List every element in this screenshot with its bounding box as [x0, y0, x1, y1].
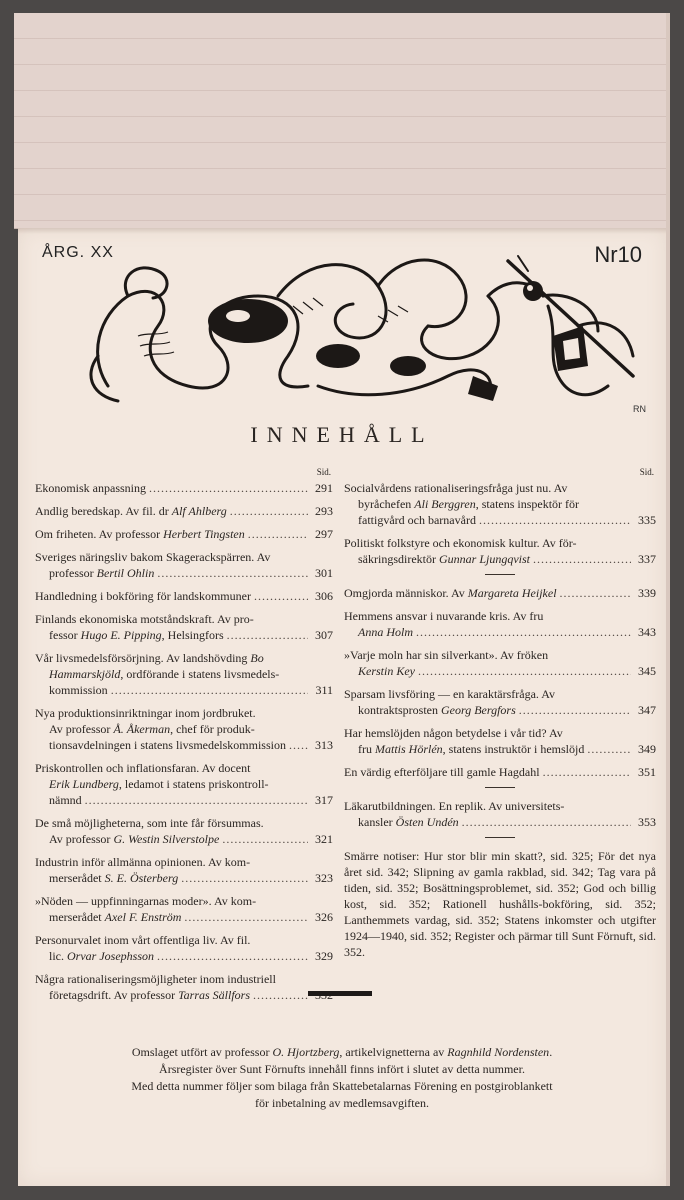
page-number: 307 [315, 628, 333, 642]
toc-entry [35, 480, 333, 496]
entry-text: fattigvård och barnavård [358, 513, 476, 527]
toc-line [35, 893, 333, 909]
short-rule [485, 787, 515, 788]
toc-title [49, 948, 154, 964]
entry-text: Priskontrollen och inflationsfaran. Av docent [35, 761, 251, 775]
entry-text: En värdig efterföljare till gamle Hagdahl [344, 765, 540, 779]
entry-text: Industrin inför allmänna opinionen. Av kom- [35, 855, 251, 869]
entry-text: Politiskt folkstyre och ekonomisk kultur. Av för- [344, 536, 577, 550]
entry-text: kontraktsprosten [358, 703, 441, 717]
entry-text: , statens inspektör för [475, 497, 580, 511]
dot-leader [418, 663, 631, 679]
toc-title [358, 741, 584, 757]
toc-title [358, 512, 476, 528]
toc-title [49, 565, 154, 581]
credit-text: Omslaget utfört av professor [131, 1045, 273, 1059]
toc-line [344, 551, 656, 567]
toc-line [35, 792, 333, 808]
page-number: 321 [315, 832, 333, 846]
toc-line [35, 480, 333, 496]
volume-label: ÅRG. XX [42, 244, 114, 261]
page-number: 326 [315, 910, 333, 924]
toc-title [49, 987, 250, 1003]
toc-title [35, 611, 254, 627]
dot-leader [85, 792, 308, 808]
author-name: Å. Åkerman [113, 722, 171, 736]
toc-entry [35, 760, 333, 808]
short-rule [485, 837, 515, 838]
dot-leader [533, 551, 631, 567]
toc-line [344, 608, 656, 624]
toc-entry [344, 480, 656, 528]
toc-title [35, 503, 227, 519]
page-edge [666, 13, 670, 1186]
dot-leader [560, 585, 631, 601]
dot-leader [248, 526, 308, 542]
vignette-artist: Ragnhild Nordensten [447, 1045, 550, 1059]
toc-line [35, 627, 333, 643]
toc-line [35, 948, 333, 964]
toc-entry [344, 764, 656, 780]
toc-line [35, 705, 333, 721]
smaller-notices [344, 848, 656, 960]
entry-text: tionsavdelningen i statens livsmedelskommission [49, 738, 286, 752]
toc-title [344, 535, 577, 551]
toc-line [35, 666, 333, 682]
page-number: 353 [638, 815, 656, 829]
entry-text: merserådet [49, 871, 105, 885]
entry-text: Nya produktionsinriktningar inom jordbruket. [35, 706, 256, 720]
entry-text: , chef för produk- [170, 722, 255, 736]
author-name: Axel F. Enström [104, 910, 182, 924]
toc-entry [344, 725, 656, 757]
dot-leader [543, 764, 631, 780]
toc-title [49, 831, 219, 847]
author-name: Mattis Hörlén [375, 742, 443, 756]
toc-line [344, 764, 656, 780]
footer-notes [38, 1044, 646, 1112]
toc-line [35, 650, 333, 666]
dot-leader [227, 627, 308, 643]
page-number: 345 [638, 664, 656, 678]
entry-text: Omgjorda människor. Av [344, 586, 468, 600]
page-number: 317 [315, 793, 333, 807]
toc-line [35, 854, 333, 870]
toc-line [35, 776, 333, 792]
fold-shadow [18, 228, 666, 234]
dot-leader [462, 814, 631, 830]
entry-text: »Nöden — uppfinningarnas moder». Av kom- [35, 894, 257, 908]
toc-title [344, 585, 557, 601]
toc-title [358, 663, 415, 679]
contents-page [18, 228, 666, 1186]
entry-text: kansler [358, 815, 396, 829]
toc-entry [35, 549, 333, 581]
toc-line [35, 503, 333, 519]
entry-text: »Varje moln har sin silverkant». Av fröken [344, 648, 549, 662]
toc-line [344, 647, 656, 663]
author-name: Erik Lundberg [49, 777, 119, 791]
toc-title [344, 647, 548, 663]
author-name: Kerstin Key [358, 664, 415, 678]
entry-text: , ordförande i statens livsmedels- [120, 667, 280, 681]
page-column-label: Sid. [639, 467, 654, 477]
page-number: 347 [638, 703, 656, 717]
entry-text: byråchefen [358, 497, 415, 511]
short-rule [485, 574, 515, 575]
credit-text: . [549, 1045, 553, 1059]
enclosure-note-cont: för inbetalning av medlemsavgiften. [255, 1096, 429, 1110]
dot-leader [111, 682, 308, 698]
toc-line [344, 512, 656, 528]
toc-entry [35, 893, 333, 925]
toc-left-column [35, 466, 333, 1010]
dot-leader [587, 741, 631, 757]
toc-entry [35, 588, 333, 604]
dot-leader [253, 987, 308, 1003]
section-divider [308, 991, 372, 996]
toc-left-list [35, 480, 333, 1003]
page-number: 351 [638, 765, 656, 779]
entry-text: Handledning i bokföring för landskommuner [35, 589, 251, 603]
page-number: 306 [315, 589, 333, 603]
toc-title [35, 854, 250, 870]
toc-title [358, 624, 413, 640]
page-number: 311 [315, 683, 333, 697]
toc-line [35, 565, 333, 581]
toc-title [35, 815, 264, 831]
credit-text: , artikelvignetterna av [339, 1045, 448, 1059]
toc-line [35, 870, 333, 886]
page-number: 323 [315, 871, 333, 885]
entry-text: säkringsdirektör [358, 552, 439, 566]
cover-credit [38, 1044, 646, 1061]
entry-text: Personurvalet inom vårt offentliga liv. Av fil. [35, 933, 251, 947]
toc-line [35, 549, 333, 565]
issue-number: Nr10 [594, 242, 642, 267]
toc-title [344, 764, 540, 780]
toc-title [344, 725, 563, 741]
page-number: 349 [638, 742, 656, 756]
register-note: Årsregister över Sunt Förnufts innehåll finns infört i slutet av detta nummer. [159, 1062, 525, 1076]
enclosure-note: Med detta nummer följer som bilaga från Skattebetalarnas Förening en postgiroblankett [131, 1079, 553, 1093]
toc-right-list [344, 480, 656, 838]
page-number: 337 [638, 552, 656, 566]
toc-entry [35, 526, 333, 542]
toc-title [358, 702, 516, 718]
entry-text: fessor [49, 628, 81, 642]
page-number: 343 [638, 625, 656, 639]
entry-text: Socialvårdens rationaliseringsfråga just nu. Av [344, 481, 568, 495]
dot-leader [222, 831, 308, 847]
page-number: 291 [315, 481, 333, 495]
toc-line [35, 588, 333, 604]
entry-text: Ekonomisk anpassning [35, 481, 146, 495]
toc-title [49, 627, 224, 643]
toc-line [35, 760, 333, 776]
dot-leader [181, 870, 308, 886]
toc-title [358, 814, 459, 830]
toc-title [344, 686, 555, 702]
toc-line [35, 611, 333, 627]
toc-title [344, 798, 564, 814]
toc-title [49, 870, 178, 886]
entry-text: , Helsingfors [161, 628, 224, 642]
notices-text: Smärre notiser: Hur stor blir min skatt?, sid. 325; För det nya året sid. 342; Slipning av gamla rakblad, sid. 342; Tag vara på tiden, sid. 352; Bosättningsproblemet, sid. 352; God och billig kost, sid. 352; Rationell hushålls-bokföring, sid. 352; Lanthemmets vardag, sid. 352; Statens inkomster och utgifter 1924—1940, sid. 352; Register och pärmar till Sunt Förnuft, sid. 352. [344, 849, 656, 959]
dragon-vignette-illustration [78, 236, 638, 416]
dot-leader [416, 624, 631, 640]
toc-line [344, 663, 656, 679]
entry-text: Sparsam livsföring — en karaktärsfråga. Av [344, 687, 556, 701]
author-name: Anna Holm [358, 625, 413, 639]
toc-entry [344, 535, 656, 567]
toc-title [35, 480, 146, 496]
author-name: Margareta Heijkel [467, 586, 557, 600]
toc-entry [344, 608, 656, 640]
toc-title [35, 526, 245, 542]
toc-title [35, 760, 250, 776]
toc-title [49, 682, 108, 698]
page-number: 301 [315, 566, 333, 580]
artist-monogram: RN [633, 404, 646, 414]
toc-title [35, 650, 264, 666]
dot-leader [254, 588, 308, 604]
author-name: Hugo E. Pipping [80, 628, 162, 642]
toc-line [35, 932, 333, 948]
toc-entry [35, 503, 333, 519]
page-number: 339 [638, 586, 656, 600]
toc-entry [35, 705, 333, 753]
toc-title [344, 608, 543, 624]
toc-title [49, 792, 82, 808]
author-name: Bo [250, 651, 264, 665]
toc-entry [35, 815, 333, 847]
toc-line [35, 815, 333, 831]
dot-leader [519, 702, 631, 718]
entry-text: professor [49, 566, 97, 580]
toc-line [35, 909, 333, 925]
entry-text: lic. [49, 949, 67, 963]
cover-flap [14, 13, 668, 229]
author-name: S. E. Österberg [104, 871, 179, 885]
toc-line [344, 480, 656, 496]
dot-leader [157, 565, 308, 581]
entry-text: Några rationaliseringsmöjligheter inom industriell [35, 972, 276, 986]
author-name: Hammarskjöld [49, 667, 121, 681]
author-name: Gunnar Ljungqvist [438, 552, 530, 566]
entry-text: Finlands ekonomiska motståndskraft. Av pro- [35, 612, 254, 626]
toc-line [35, 831, 333, 847]
author-name: Herbert Tingsten [163, 527, 245, 541]
toc-entry [35, 932, 333, 964]
entry-text: Sveriges näringsliv bakom Skagerackspärren. Av [35, 550, 271, 564]
toc-entry [35, 611, 333, 643]
cover-artist: O. Hjortzberg [272, 1045, 340, 1059]
entry-text: Av professor [49, 832, 114, 846]
author-name: Ali Berggren [414, 497, 476, 511]
entry-text: kommission [49, 683, 108, 697]
toc-line [344, 798, 656, 814]
dot-leader [184, 909, 308, 925]
page-number: 335 [638, 513, 656, 527]
toc-title [35, 893, 256, 909]
page-column-label: Sid. [316, 467, 331, 477]
toc-line [35, 737, 333, 753]
toc-line [35, 971, 333, 987]
toc-title [49, 666, 279, 682]
author-name: Bertil Ohlin [96, 566, 155, 580]
toc-line [344, 624, 656, 640]
dot-leader [289, 737, 308, 753]
entry-text: nämnd [49, 793, 82, 807]
toc-title [35, 588, 251, 604]
entry-text: Hemmens ansvar i nuvarande kris. Av fru [344, 609, 544, 623]
toc-entry [344, 585, 656, 601]
toc-entry [35, 971, 333, 1003]
toc-entry [344, 686, 656, 718]
toc-right-column [344, 466, 656, 960]
author-name: Tarras Sällfors [178, 988, 251, 1002]
toc-line [344, 585, 656, 601]
dot-leader [479, 512, 631, 528]
toc-title [35, 971, 276, 987]
toc-line [35, 526, 333, 542]
toc-title [35, 705, 256, 721]
toc-line [344, 535, 656, 551]
toc-line [344, 741, 656, 757]
entry-text: företagsdrift. Av professor [49, 988, 179, 1002]
page-number: 297 [315, 527, 333, 541]
entry-text: Vår livsmedelsförsörjning. Av landshövding [35, 651, 251, 665]
author-name: G. Westin Silverstolpe [113, 832, 220, 846]
toc-entry [35, 650, 333, 698]
toc-title [49, 721, 255, 737]
page-number: 313 [315, 738, 333, 752]
toc-title [35, 932, 250, 948]
author-name: Georg Bergfors [441, 703, 516, 717]
author-name: Alf Ahlberg [171, 504, 227, 518]
entry-text: merserådet [49, 910, 105, 924]
entry-text: Av professor [49, 722, 114, 736]
dot-leader [230, 503, 308, 519]
toc-line [35, 721, 333, 737]
author-name: Orvar Josephsson [67, 949, 154, 963]
toc-line [35, 682, 333, 698]
toc-title [358, 496, 579, 512]
page-number: 293 [315, 504, 333, 518]
toc-line [344, 702, 656, 718]
entry-text: Har hemslöjden någon betydelse i vår tid? Av [344, 726, 563, 740]
toc-title [49, 776, 269, 792]
toc-title [358, 551, 530, 567]
entry-text: De små möjligheterna, som inte får försummas. [35, 816, 264, 830]
toc-title [49, 909, 181, 925]
entry-text: , statens instruktör i hemslöjd [442, 742, 585, 756]
toc-line [344, 496, 656, 512]
contents-heading: INNEHÅLL [250, 422, 434, 447]
entry-text: Läkarutbildningen. En replik. Av universitets- [344, 799, 565, 813]
page-number: 329 [315, 949, 333, 963]
entry-text: fru [358, 742, 375, 756]
toc-line [344, 725, 656, 741]
toc-line [35, 987, 333, 1003]
toc-entry [35, 854, 333, 886]
dot-leader [149, 480, 308, 496]
dot-leader [157, 948, 308, 964]
toc-line [344, 814, 656, 830]
toc-entry [344, 798, 656, 830]
toc-title [49, 737, 286, 753]
entry-text: , ledamot i statens priskontroll- [118, 777, 269, 791]
toc-line [344, 686, 656, 702]
toc-entry [344, 647, 656, 679]
toc-title [344, 480, 567, 496]
toc-title [35, 549, 270, 565]
author-name: Östen Undén [395, 815, 459, 829]
entry-text: Andlig beredskap. Av fil. dr [35, 504, 172, 518]
entry-text: Om friheten. Av professor [35, 527, 164, 541]
